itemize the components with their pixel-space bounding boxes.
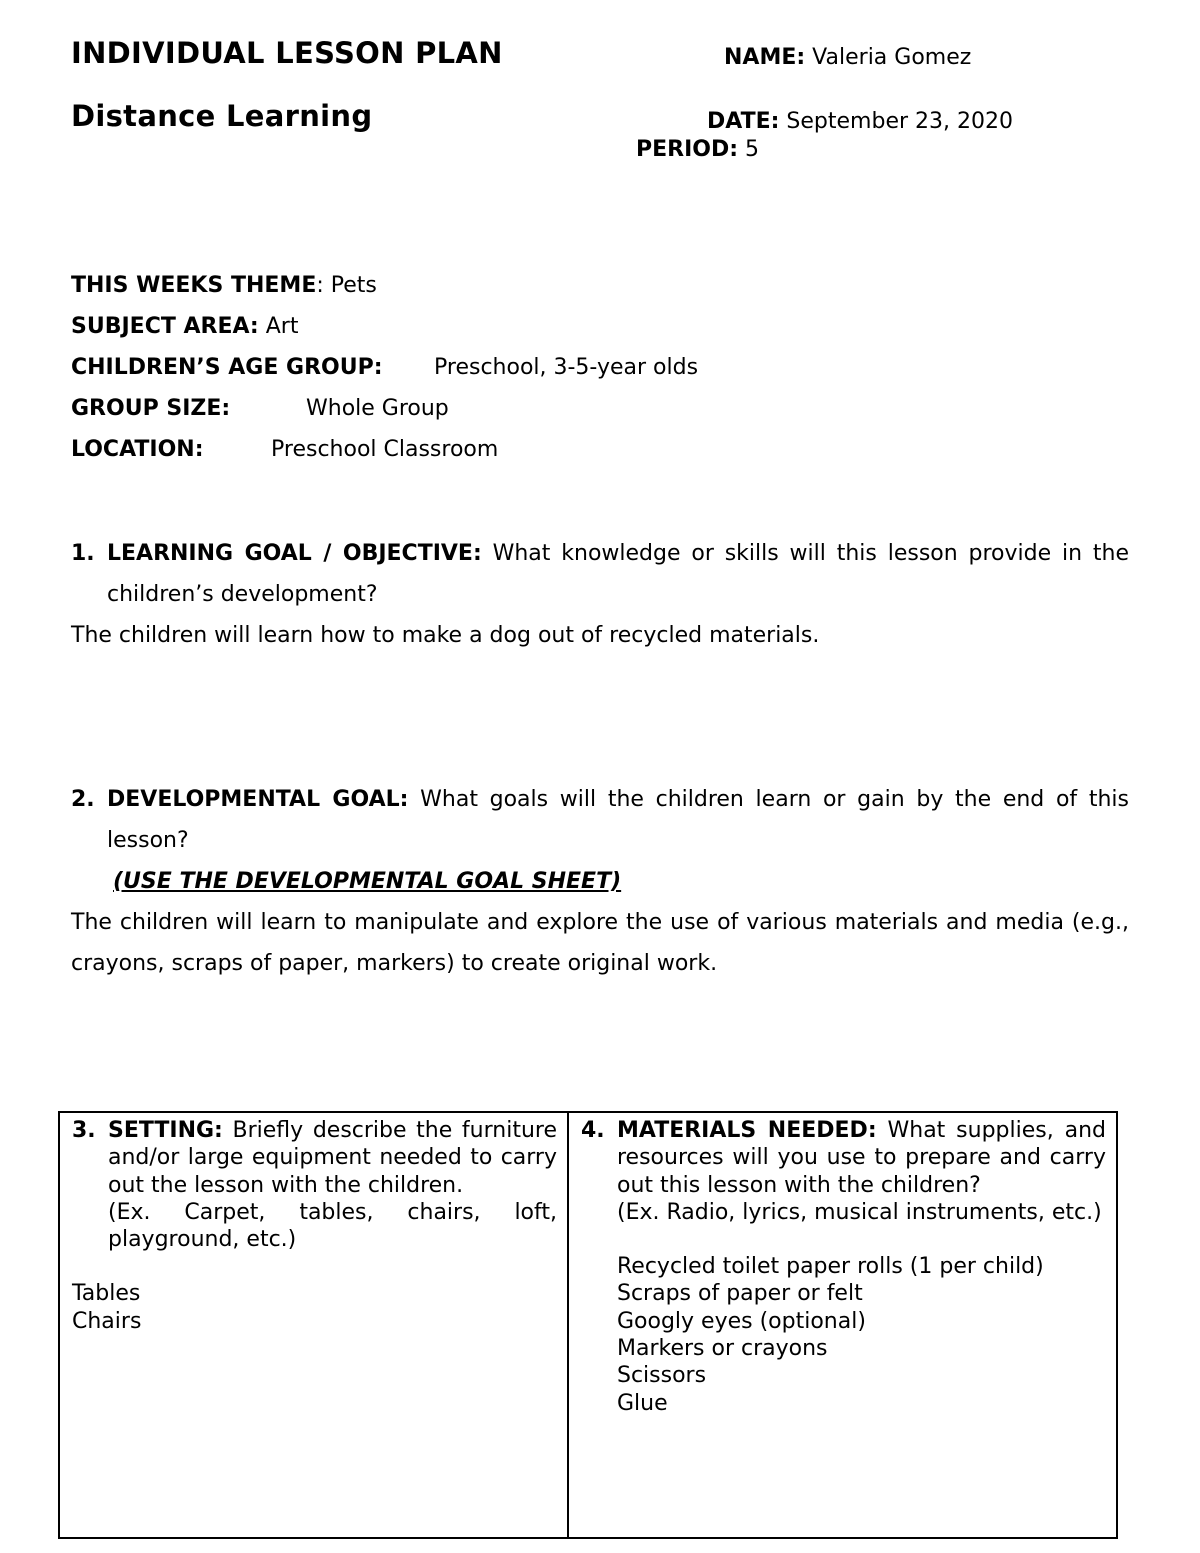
learning-goal-number: 1.	[71, 541, 95, 566]
materials-cell	[568, 1112, 1117, 1538]
materials-item: Glue	[617, 1390, 668, 1416]
materials-number: 4.	[581, 1118, 605, 1143]
materials-item: Markers or crayons	[617, 1336, 828, 1362]
materials-item: Scraps of paper or felt	[617, 1281, 863, 1307]
developmental-goal-section	[71, 779, 1129, 984]
name-line	[724, 45, 971, 70]
learning-goal-question: What knowledge or skills will this lesson provide in the children’s development?	[107, 541, 1130, 607]
setting-label: SETTING:	[108, 1118, 223, 1143]
period-line	[636, 137, 759, 162]
setting-materials-table	[58, 1111, 1118, 1539]
name-value: Valeria Gomez	[812, 45, 972, 70]
learning-goal-section	[71, 533, 1129, 656]
setting-item: Tables	[72, 1281, 141, 1307]
name-label: NAME:	[724, 45, 806, 70]
period-value: 5	[745, 137, 760, 162]
setting-question: Briefly describe the furniture and/or large equipment needed to carry out the lesson with the children.	[108, 1118, 558, 1198]
age-group-value: Preschool, 3-5-year olds	[434, 355, 699, 380]
theme-value: : Pets	[316, 273, 377, 298]
materials-item: Recycled toilet paper rolls (1 per child)	[617, 1254, 1044, 1280]
learning-goal-answer: The children will learn how to make a dog out of recycled materials.	[71, 623, 820, 648]
lesson-plan-subtitle: Distance Learning	[71, 99, 373, 133]
theme-label: THIS WEEKS THEME	[71, 273, 317, 298]
materials-question: What supplies, and resources will you use to prepare and carry out this lesson with the children?	[617, 1118, 1106, 1198]
subject-line	[71, 314, 298, 339]
setting-item: Chairs	[72, 1308, 142, 1334]
learning-goal-label: LEARNING GOAL / OBJECTIVE:	[107, 541, 482, 566]
developmental-goal-label: DEVELOPMENTAL GOAL:	[107, 787, 409, 812]
location-value: Preschool Classroom	[271, 437, 499, 462]
materials-items	[581, 1253, 1106, 1417]
materials-label: MATERIALS NEEDED:	[617, 1118, 877, 1143]
materials-item: Scissors	[617, 1363, 707, 1389]
learning-goal-prompt	[71, 533, 1129, 615]
developmental-goal-question: What goals will the children learn or gain by the end of this lesson?	[107, 787, 1129, 853]
developmental-goal-prompt	[71, 779, 1129, 861]
materials-example: (Ex. Radio, lyrics, musical instruments, etc.)	[617, 1199, 1102, 1225]
materials-item: Googly eyes (optional)	[617, 1308, 866, 1334]
developmental-goal-answer: The children will learn to manipulate and explore the use of various materials and media (e.g., crayons, scraps of paper, markers) to create original work.	[71, 910, 1129, 976]
date-line	[707, 109, 1013, 134]
developmental-goal-number: 2.	[71, 787, 95, 812]
period-label: PERIOD:	[636, 137, 739, 162]
location-label: LOCATION:	[71, 437, 204, 462]
group-size-label: GROUP SIZE:	[71, 396, 231, 421]
setting-items	[72, 1280, 557, 1335]
setting-cell	[59, 1112, 568, 1538]
subject-label: SUBJECT AREA:	[71, 314, 259, 339]
subject-value: Art	[265, 314, 299, 339]
group-size-value: Whole Group	[306, 396, 449, 421]
date-label: DATE:	[707, 109, 780, 134]
lesson-plan-title: INDIVIDUAL LESSON PLAN	[71, 36, 503, 70]
date-value: September 23, 2020	[786, 109, 1013, 134]
setting-example: (Ex. Carpet, tables, chairs, loft, playground, etc.)	[108, 1199, 557, 1253]
materials-prompt	[581, 1117, 1106, 1226]
setting-number: 3.	[72, 1118, 96, 1143]
developmental-goal-note: (USE THE DEVELOPMENTAL GOAL SHEET)	[113, 869, 622, 894]
age-group-label: CHILDREN’S AGE GROUP:	[71, 355, 383, 380]
setting-prompt	[72, 1117, 557, 1253]
theme-line	[71, 273, 377, 298]
